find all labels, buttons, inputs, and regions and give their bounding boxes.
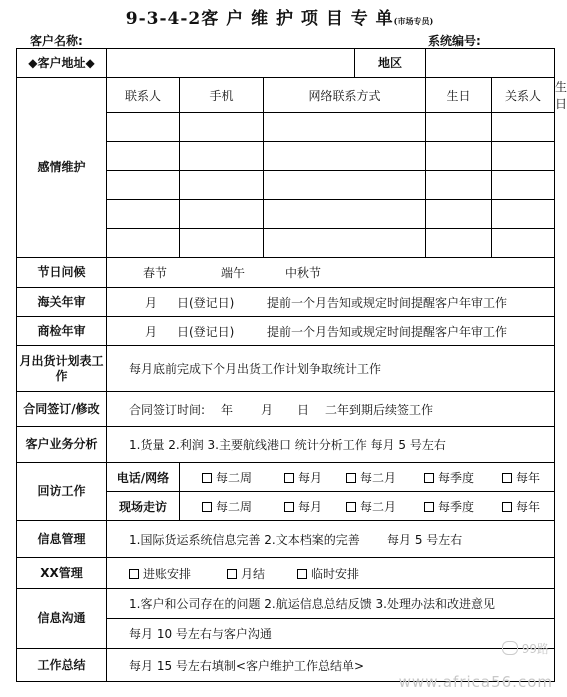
blank-cell[interactable] [180, 229, 264, 258]
blank-cell[interactable] [426, 200, 492, 229]
shipping-plan-label: 月出货计划表工作 [17, 346, 107, 392]
emotional-header-row: 感情维护 联系人 手机 网络联系方式 生日 关系人 生日 [17, 78, 555, 113]
customs-month: 月 [145, 295, 158, 310]
col-mobile: 手机 [180, 78, 264, 113]
info-mgmt-row [17, 521, 555, 558]
shipping-plan-row [17, 346, 555, 392]
visit-phone-label: 电话/网络 [107, 463, 180, 492]
info-comm-line1: 1.客户和公司存在的问题 2.航运信息总结反馈 3.处理办法和改进意见 [107, 589, 555, 619]
option-label: 每月 [298, 499, 323, 514]
commerce-month: 月 [145, 324, 158, 339]
option-label: 每季度 [438, 499, 475, 514]
form-title [0, 4, 559, 29]
visit-phone-option[interactable] [424, 469, 484, 486]
blank-cell[interactable] [264, 200, 426, 229]
info-mgmt-label: 信息管理 [17, 521, 107, 558]
summary-text: 每月 15 号左右填制<客户维护工作总结单> [107, 649, 555, 682]
checkbox[interactable] [424, 473, 434, 483]
checkbox[interactable] [502, 473, 512, 483]
holidays-cell [107, 258, 555, 288]
checkbox[interactable] [346, 473, 356, 483]
info-comm-row-1 [17, 589, 555, 619]
contract-prefix: 合同签订时间: [129, 402, 206, 417]
blank-cell[interactable] [180, 171, 264, 200]
holidays-label: 节日问候 [17, 258, 107, 288]
form-title-main: 9-3-4-2客 户 维 护 项 目 专 单 [125, 9, 394, 29]
blank-cell[interactable] [180, 200, 264, 229]
visit-field-option[interactable] [502, 498, 540, 515]
blank-cell[interactable] [492, 142, 555, 171]
option-label: 每月 [298, 470, 323, 485]
info-mgmt-text: 1.国际货运系统信息完善 2.文本档案的完善 [129, 532, 360, 547]
visit-phone-row [17, 463, 555, 492]
xx-option[interactable] [297, 565, 359, 582]
blank-cell[interactable] [264, 229, 426, 258]
xx-option[interactable] [129, 565, 209, 582]
xx-mgmt-options [107, 558, 555, 589]
visit-phone-option[interactable] [346, 469, 406, 486]
visit-label: 回访工作 [17, 463, 107, 521]
region-value-cell[interactable] [426, 49, 555, 78]
checkbox[interactable] [502, 502, 512, 512]
option-label: 每二周 [216, 499, 253, 514]
checkbox[interactable] [129, 569, 139, 579]
customer-name-label: 客户名称: [30, 34, 83, 48]
address-value-cell[interactable] [107, 49, 355, 78]
customs-note: 提前一个月告知或规定时间提醒客户年审工作 [267, 295, 508, 310]
summary-label: 工作总结 [17, 649, 107, 682]
visit-field-option[interactable] [346, 498, 406, 515]
customs-row [17, 288, 555, 317]
watermark-site: www.africa56.com [398, 673, 553, 691]
visit-phone-option[interactable] [202, 469, 266, 486]
option-label: 每二月 [360, 470, 397, 485]
contract-month: 月 [261, 402, 274, 417]
option-label: 进账安排 [143, 566, 192, 581]
blank-cell[interactable] [107, 171, 180, 200]
analysis-text: 1.货量 2.利润 3.主要航线港口 统计分析工作 每月 5 号左右 [107, 427, 555, 463]
col-network: 网络联系方式 [264, 78, 426, 113]
option-label: 月结 [241, 566, 266, 581]
option-label: 临时安排 [311, 566, 360, 581]
system-no-label: 系统编号: [428, 34, 481, 48]
blank-cell[interactable] [492, 200, 555, 229]
blank-cell[interactable] [492, 113, 555, 142]
visit-phone-option[interactable] [284, 469, 328, 486]
blank-cell[interactable] [492, 229, 555, 258]
wechat-icon [502, 641, 518, 655]
checkbox[interactable] [346, 502, 356, 512]
blank-cell[interactable] [264, 142, 426, 171]
visit-phone-options [180, 463, 555, 492]
commerce-cell [107, 317, 555, 346]
contract-year: 年 [221, 402, 234, 417]
blank-cell[interactable] [426, 142, 492, 171]
checkbox[interactable] [297, 569, 307, 579]
watermark-brand-text: 99路 [521, 642, 549, 656]
analysis-label: 客户业务分析 [17, 427, 107, 463]
xx-option[interactable] [227, 565, 279, 582]
visit-phone-option[interactable] [502, 469, 540, 486]
holidays-row [17, 258, 555, 288]
checkbox[interactable] [284, 473, 294, 483]
blank-cell[interactable] [107, 200, 180, 229]
checkbox[interactable] [202, 502, 212, 512]
option-label: 每二月 [360, 499, 397, 514]
blank-cell[interactable] [264, 113, 426, 142]
blank-cell[interactable] [426, 229, 492, 258]
holiday-spring: 春节 [143, 266, 168, 280]
holiday-dragon-boat: 端午 [221, 266, 246, 280]
contract-cell [107, 392, 555, 427]
blank-cell[interactable] [426, 113, 492, 142]
analysis-row [17, 427, 555, 463]
visit-field-option[interactable] [424, 498, 484, 515]
watermark-brand [502, 640, 549, 657]
xx-mgmt-row [17, 558, 555, 589]
blank-cell[interactable] [107, 113, 180, 142]
customs-day: 日(登记日) [177, 295, 235, 310]
region-label: 地区 [355, 49, 426, 78]
holiday-mid-autumn: 中秋节 [285, 266, 322, 280]
xx-mgmt-label: XX管理 [17, 558, 107, 589]
commerce-note: 提前一个月告知或规定时间提醒客户年审工作 [267, 324, 508, 339]
commerce-label: 商检年审 [17, 317, 107, 346]
blank-cell[interactable] [107, 142, 180, 171]
contract-label: 合同签订/修改 [17, 392, 107, 427]
checkbox[interactable] [424, 502, 434, 512]
customs-cell [107, 288, 555, 317]
address-label: ◆客户地址◆ [17, 49, 107, 78]
blank-cell[interactable] [107, 229, 180, 258]
col-relation: 关系人 [492, 78, 555, 113]
address-row [17, 49, 555, 78]
col-contact: 联系人 [107, 78, 180, 113]
customer-maintenance-form [16, 48, 567, 682]
col-birthday: 生日 [426, 78, 492, 113]
checkbox[interactable] [202, 473, 212, 483]
info-mgmt-cell [107, 521, 555, 558]
commerce-row [17, 317, 555, 346]
blank-cell[interactable] [264, 171, 426, 200]
blank-cell[interactable] [180, 113, 264, 142]
option-label: 每年 [516, 470, 541, 485]
option-label: 每二周 [216, 470, 253, 485]
info-comm-line2: 每月 10 号左右与客户沟通 [107, 619, 555, 649]
contract-row [17, 392, 555, 427]
option-label: 每季度 [438, 470, 475, 485]
blank-cell[interactable] [426, 171, 492, 200]
contract-day: 日 [297, 402, 310, 417]
shipping-plan-text: 每月底前完成下个月出货工作计划争取统计工作 [107, 346, 555, 392]
contract-note: 二年到期后续签工作 [325, 402, 434, 417]
checkbox[interactable] [284, 502, 294, 512]
blank-cell[interactable] [492, 171, 555, 200]
blank-cell[interactable] [180, 142, 264, 171]
form-title-sub: (市场专员) [393, 16, 434, 26]
customs-label: 海关年审 [17, 288, 107, 317]
visit-field-option[interactable] [202, 498, 266, 515]
emotional-label: 感情维护 [17, 78, 107, 258]
visit-field-label: 现场走访 [107, 492, 180, 521]
visit-field-option[interactable] [284, 498, 328, 515]
visit-field-options [180, 492, 555, 521]
option-label: 每年 [516, 499, 541, 514]
checkbox[interactable] [227, 569, 237, 579]
info-mgmt-schedule: 每月 5 号左右 [387, 532, 463, 547]
info-comm-label: 信息沟通 [17, 589, 107, 649]
commerce-day: 日(登记日) [177, 324, 235, 339]
